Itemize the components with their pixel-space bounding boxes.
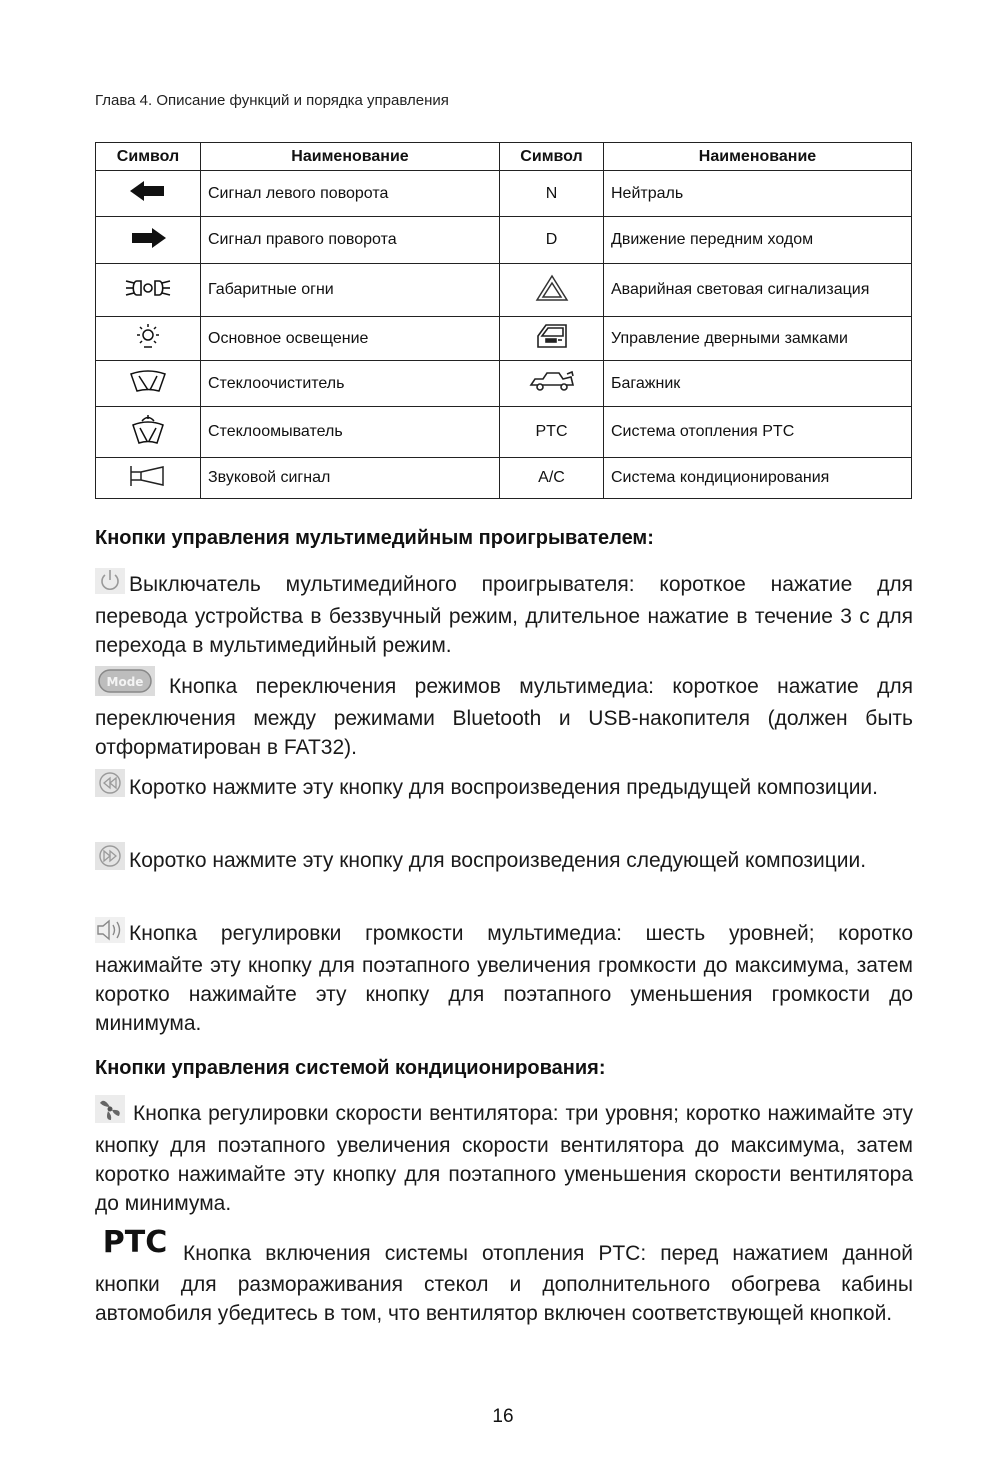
symbol-cell bbox=[96, 361, 201, 407]
item-text: Кнопка включения системы отопления PTC: перед нажатием данной кнопки для размораживания стекол и дополнительного обогрева кабины автомобиля убедитесь в том, что вентилятор включен соответствующей кнопкой. bbox=[95, 1242, 913, 1325]
trunk-car-icon bbox=[529, 370, 575, 392]
symbol-text: N bbox=[500, 171, 604, 217]
hazard-triangle-icon bbox=[535, 274, 569, 302]
symbol-table bbox=[95, 142, 912, 499]
symbol-name: Габаритные огни bbox=[201, 264, 500, 317]
item-text: Кнопка регулировки скорости вентилятора: три уровня; коротко нажимайте эту кнопку для поэтапного увеличения скорости вентилятора до максимума, затем коротко нажимайте эту кнопку для поэтапного уменьшения скорости вентилятора до минимума. bbox=[95, 1102, 913, 1215]
mode-button-icon bbox=[95, 666, 155, 704]
table-row bbox=[96, 317, 912, 361]
left-arrow-icon bbox=[128, 180, 168, 202]
item-text: Выключатель мультимедийного проигрывателя: короткое нажатие для перевода устройства в беззвучный режим, длительное нажатие в течение 3 с для перехода в мультимедийный режим. bbox=[95, 573, 913, 657]
table-row bbox=[96, 217, 912, 264]
symbol-name: Стеклоомыватель bbox=[201, 407, 500, 458]
multimedia-item-mode bbox=[95, 666, 913, 762]
climate-item-ptc bbox=[95, 1220, 913, 1328]
main-light-icon bbox=[132, 321, 164, 351]
symbol-name: Движение передним ходом bbox=[604, 217, 912, 264]
previous-track-icon bbox=[95, 769, 125, 805]
door-lock-icon bbox=[534, 322, 570, 350]
symbol-cell bbox=[96, 407, 201, 458]
column-header: Символ bbox=[96, 143, 201, 171]
washer-icon bbox=[130, 413, 166, 447]
item-text: Коротко нажмите эту кнопку для воспроизведения предыдущей композиции. bbox=[129, 776, 878, 799]
symbol-cell bbox=[500, 317, 604, 361]
symbol-cell bbox=[500, 264, 604, 317]
symbol-cell bbox=[96, 458, 201, 499]
next-track-icon bbox=[95, 842, 125, 878]
column-header: Наименование bbox=[201, 143, 500, 171]
table-header-row bbox=[96, 143, 912, 171]
symbol-name: Управление дверными замками bbox=[604, 317, 912, 361]
climate-section-title: Кнопки управления системой кондиционирования: bbox=[95, 1057, 606, 1079]
symbol-text: A/C bbox=[500, 458, 604, 499]
fan-icon bbox=[95, 1095, 125, 1131]
table-row bbox=[96, 458, 912, 499]
symbol-name: Аварийная световая сигнализация bbox=[604, 264, 912, 317]
column-header: Наименование bbox=[604, 143, 912, 171]
multimedia-item-next bbox=[95, 842, 913, 878]
symbol-text: D bbox=[500, 217, 604, 264]
table-row bbox=[96, 171, 912, 217]
symbol-name: Нейтраль bbox=[604, 171, 912, 217]
symbol-name: Стеклоочиститель bbox=[201, 361, 500, 407]
table-row bbox=[96, 264, 912, 317]
svg-text:PTC: PTC bbox=[102, 1225, 168, 1260]
symbol-cell bbox=[96, 317, 201, 361]
table-row bbox=[96, 407, 912, 458]
symbol-name: Багажник bbox=[604, 361, 912, 407]
right-arrow-icon bbox=[128, 227, 168, 249]
symbol-cell bbox=[96, 264, 201, 317]
multimedia-section-title: Кнопки управления мультимедийным проигрывателем: bbox=[95, 527, 654, 549]
chapter-header: Глава 4. Описание функций и порядка управления bbox=[95, 92, 449, 109]
item-text: Коротко нажмите эту кнопку для воспроизведения следующей композиции. bbox=[129, 849, 867, 872]
multimedia-item-power bbox=[95, 568, 913, 660]
item-text: Кнопка переключения режимов мультимедиа: короткое нажатие для переключения между режимами Bluetooth и USB-накопителя (должен быть отформатирован в FAT32). bbox=[95, 675, 913, 759]
symbol-name: Система отопления PTC bbox=[604, 407, 912, 458]
symbol-cell bbox=[96, 171, 201, 217]
symbol-text: PTC bbox=[500, 407, 604, 458]
symbol-name: Сигнал правого поворота bbox=[201, 217, 500, 264]
item-text: Кнопка регулировки громкости мультимедиа: шесть уровней; коротко нажимайте эту кнопку для поэтапного увеличения громкости до максимума, затем коротко нажимайте эту кнопку для поэтапного уменьшения громкости до минимума. bbox=[95, 922, 913, 1035]
column-header: Символ bbox=[500, 143, 604, 171]
symbol-name: Основное освещение bbox=[201, 317, 500, 361]
page-number: 16 bbox=[492, 1406, 514, 1427]
parking-lights-icon bbox=[124, 276, 172, 300]
horn-icon bbox=[127, 464, 169, 488]
symbol-name: Звуковой сигнал bbox=[201, 458, 500, 499]
svg-text:Mode: Mode bbox=[106, 675, 144, 689]
symbol-name: Система кондиционирования bbox=[604, 458, 912, 499]
symbol-cell bbox=[96, 217, 201, 264]
symbol-name: Сигнал левого поворота bbox=[201, 171, 500, 217]
ptc-button-icon bbox=[95, 1220, 175, 1270]
climate-item-fan bbox=[95, 1095, 913, 1218]
multimedia-item-volume bbox=[95, 917, 913, 1038]
power-button-icon bbox=[95, 568, 125, 602]
volume-icon bbox=[95, 917, 125, 951]
wiper-icon bbox=[129, 368, 167, 394]
multimedia-item-previous bbox=[95, 769, 913, 805]
table-row bbox=[96, 361, 912, 407]
symbol-cell bbox=[500, 361, 604, 407]
